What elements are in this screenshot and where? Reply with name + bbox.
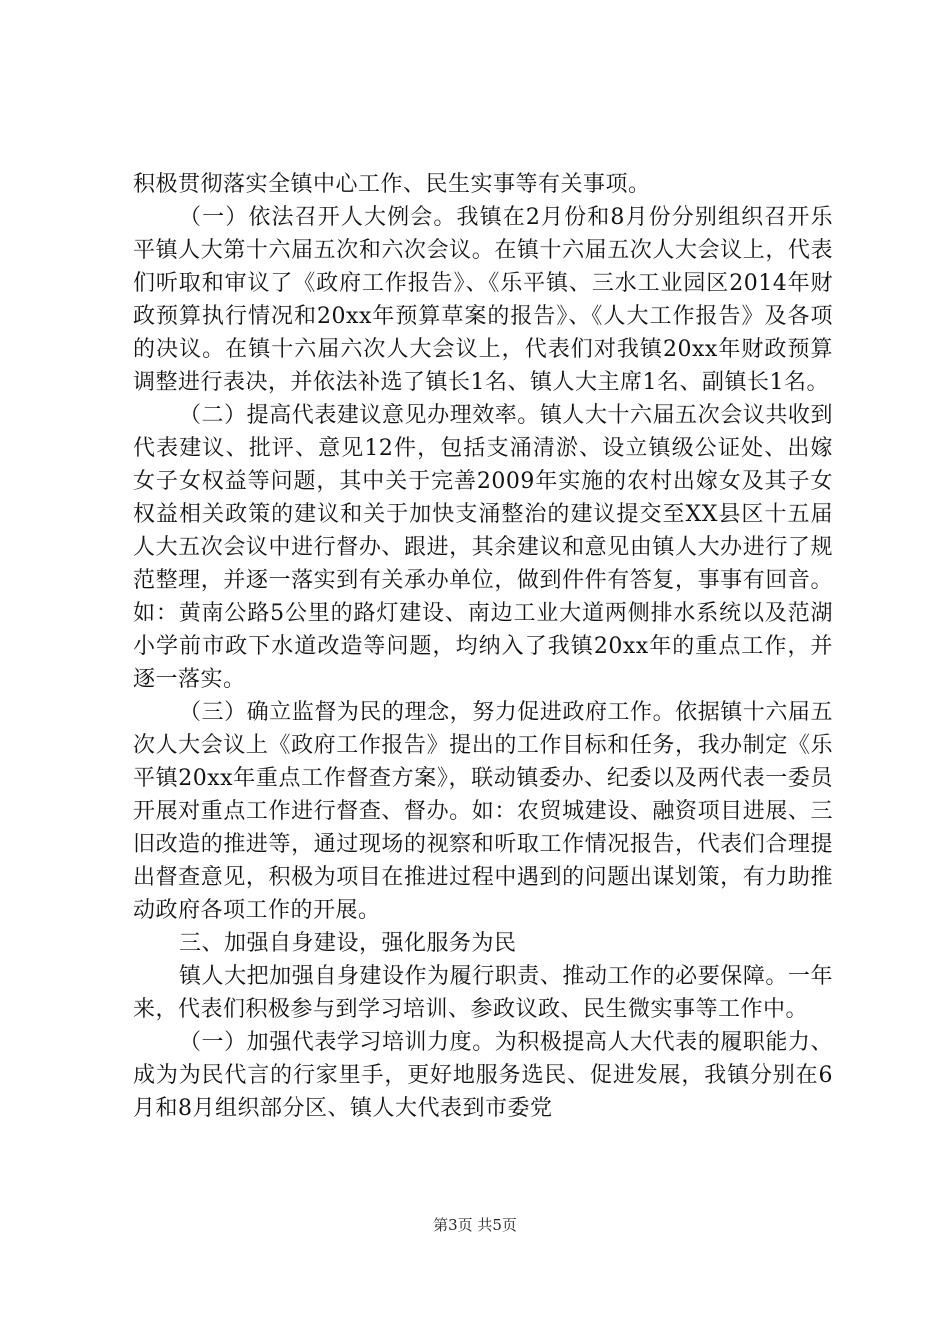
- section-heading-3: 三、加强自身建设，强化服务为民: [179, 931, 517, 956]
- paragraph-item-1: （一）依法召开人大例会。我镇在2月份和8月份分别组织召开乐平镇人大第十六届五次和六次会议。在镇十六届五次人大会议上，代表们听取和审议了《政府工作报告》、《乐平镇、三水工业园区2014年财政预算执行情况和20xx年预算草案的报告》、《人大工作报告》及各项的决议。在镇十六届六次人大会议上，代表们对我镇20xx年财政预算调整进行表决，并依法补选了镇长1名、镇人大主席1名、副镇长1名。: [133, 205, 833, 395]
- document-body: [133, 168, 833, 1125]
- paragraph-item-2: （二）提高代表建议意见办理效率。镇人大十六届五次会议共收到代表建议、批评、意见12件，包括支涌清淤、设立镇级公证处、出嫁女子女权益等问题，其中关于完善2009年实施的农村出嫁女及其子女权益相关政策的建议和关于加快支涌整治的建议提交至XX县区十五届人大五次会议中进行督办、跟进，其余建议和意见由镇人大办进行了规范整理，并逐一落实到有关承办单位，做到件件有答复，事事有回音。如：黄南公路5公里的路灯建设、南边工业大道两侧排水系统以及范湖小学前市政下水道改造等问题，均纳入了我镇20xx年的重点工作，并逐一落实。: [133, 403, 833, 692]
- page-footer: 第3页 共5页: [433, 1216, 517, 1234]
- paragraph-subitem-1: （一）加强代表学习培训力度。为积极提高人大代表的履职能力、成为为民代言的行家里手，更好地服务选民、促进发展，我镇分别在6月和8月组织部分区、镇人大代表到市委党: [133, 1030, 833, 1121]
- paragraph-item-3: （三）确立监督为民的理念，努力促进政府工作。依据镇十六届五次人大会议上《政府工作报告》提出的工作目标和任务，我办制定《乐平镇20xx年重点工作督查方案》，联动镇委办、纪委以及两代表一委员开展对重点工作进行督查、督办。如：农贸城建设、融资项目进展、三旧改造的推进等，通过现场的视察和听取工作情况报告，代表们合理提出督查意见，积极为项目在推进过程中遇到的问题出谋划策，有力助推动政府各项工作的开展。: [133, 700, 833, 923]
- paragraph-continuation: 积极贯彻落实全镇中心工作、民生实事等有关事项。: [133, 172, 651, 197]
- paragraph-section-intro: 镇人大把加强自身建设作为履行职责、推动工作的必要保障。一年来，代表们积极参与到学习培训、参政议政、民生微实事等工作中。: [133, 964, 833, 1022]
